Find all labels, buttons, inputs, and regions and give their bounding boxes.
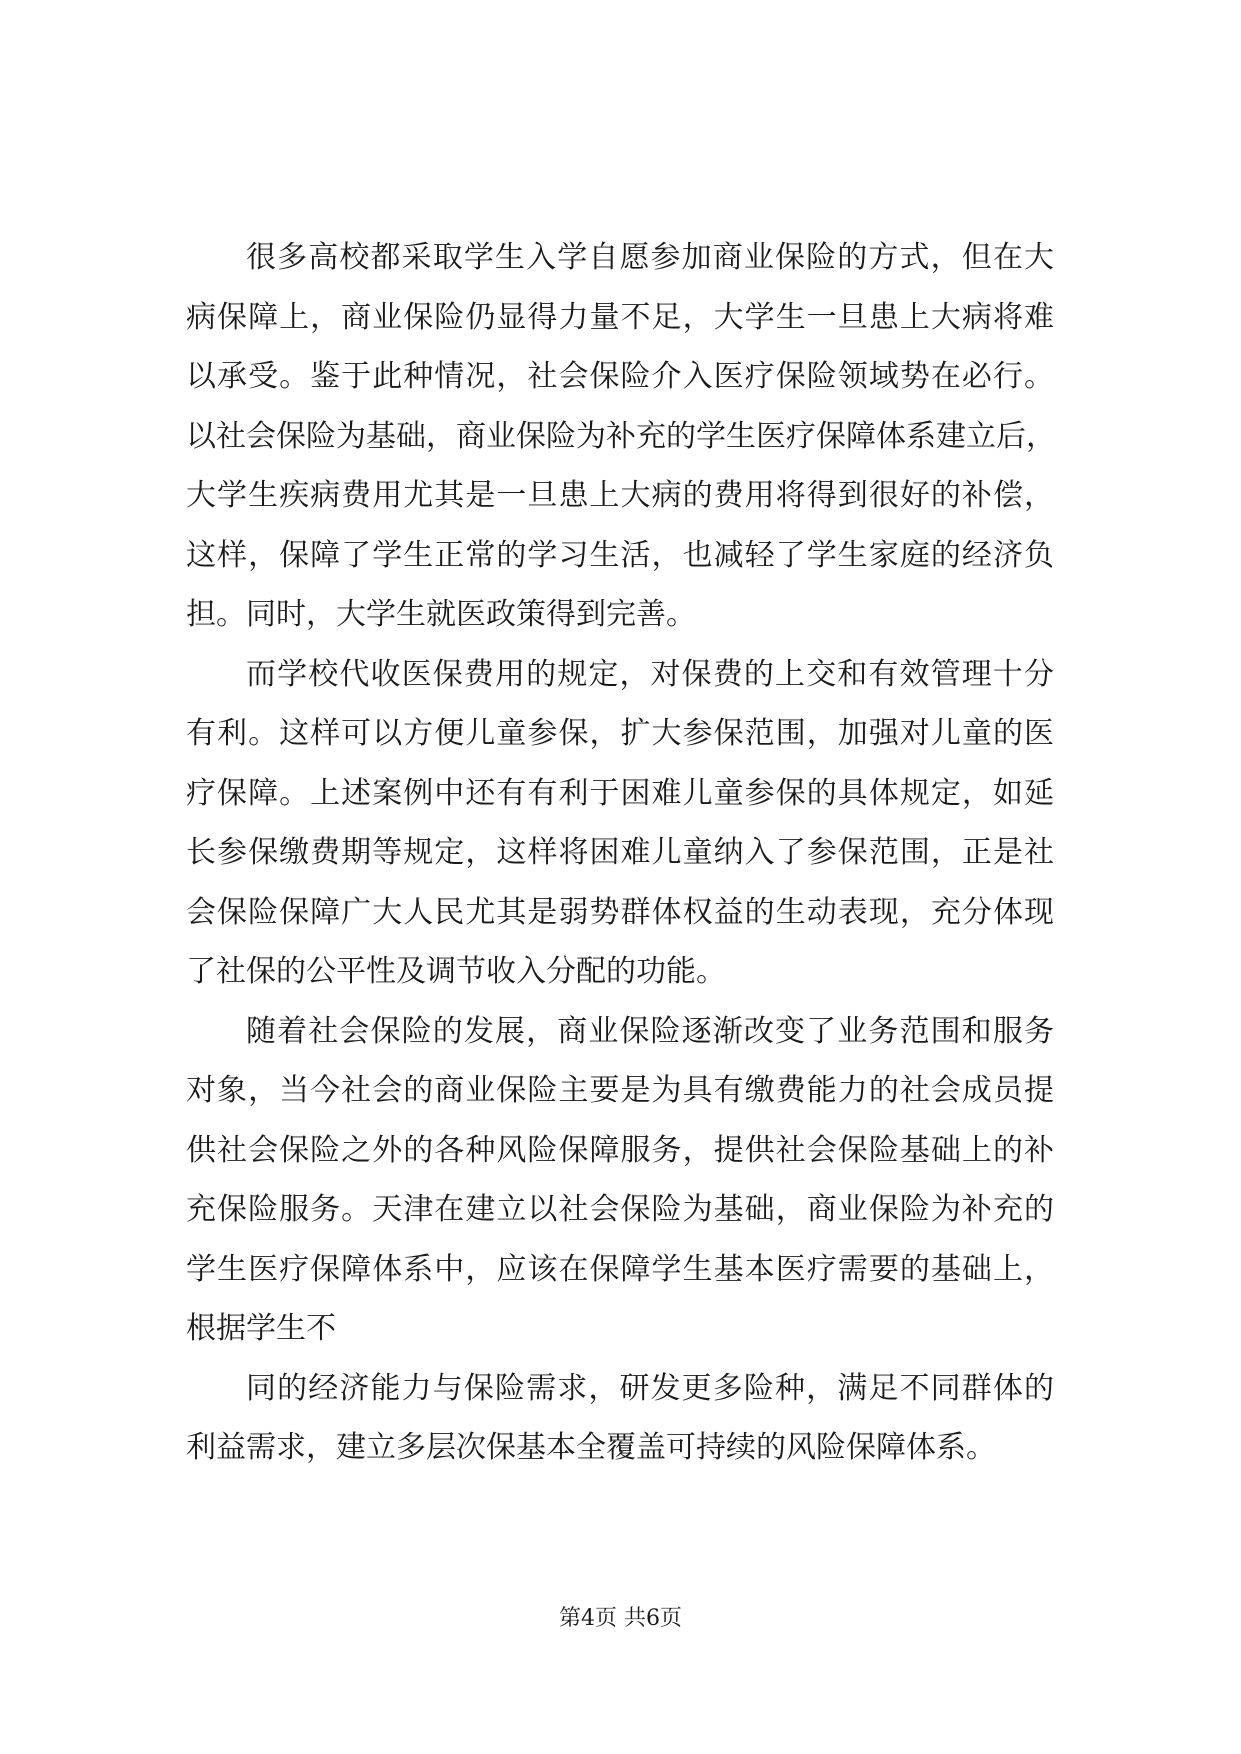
paragraph-2 bbox=[186, 645, 1054, 1002]
text-line: 随着社会保险的发展，商业保险逐渐改变了业务范围和服务 bbox=[246, 1013, 1054, 1049]
text-line: 以社会保险为基础，商业保险为补充的学生医疗保障体系建立后， bbox=[186, 418, 1056, 454]
text-line: 疗保障。上述案例中还有有利于困难儿童参保的具体规定，如延 bbox=[186, 775, 1054, 811]
text-line: 供社会保险之外的各种风险保障服务，提供社会保险基础上的补 bbox=[186, 1132, 1054, 1168]
text-line: 了社保的公平性及调节收入分配的功能。 bbox=[186, 954, 726, 989]
text-line: 根据学生不 bbox=[186, 1311, 336, 1346]
text-line: 而学校代收医保费用的规定，对保费的上交和有效管理十分 bbox=[246, 656, 1054, 692]
text-line: 利益需求，建立多层次保基本全覆盖可持续的风险保障体系。 bbox=[186, 1430, 996, 1465]
page-number-footer: 第4页 共6页 bbox=[559, 1606, 682, 1631]
text-line: 充保险服务。天津在建立以社会保险为基础，商业保险为补充的 bbox=[186, 1192, 1054, 1227]
text-line: 很多高校都采取学生入学自愿参加商业保险的方式，但在大 bbox=[246, 240, 1054, 275]
text-line: 会保险保障广大人民尤其是弱势群体权益的生动表现，充分体现 bbox=[186, 894, 1054, 930]
text-line: 担。同时，大学生就医政策得到完善。 bbox=[186, 597, 696, 632]
paragraph-3 bbox=[186, 1002, 1054, 1359]
text-line: 长参保缴费期等规定，这样将困难儿童纳入了参保范围，正是社 bbox=[186, 835, 1054, 870]
text-line: 以承受。鉴于此种情况，社会保险介入医疗保险领域势在必行。 bbox=[186, 359, 1054, 394]
text-line: 病保障上，商业保险仍显得力量不足，大学生一旦患上大病将难 bbox=[186, 299, 1054, 335]
text-line: 对象，当今社会的商业保险主要是为具有缴费能力的社会成员提 bbox=[186, 1073, 1054, 1108]
paragraph-1 bbox=[186, 228, 1054, 645]
text-line: 这样，保障了学生正常的学习生活，也减轻了学生家庭的经济负 bbox=[186, 537, 1054, 573]
text-line: 大学生疾病费用尤其是一旦患上大病的费用将得到很好的补偿， bbox=[186, 478, 1054, 513]
text-line: 学生医疗保障体系中，应该在保障学生基本医疗需要的基础上， bbox=[186, 1251, 1054, 1287]
text-line: 有利。这样可以方便儿童参保，扩大参保范围，加强对儿童的医 bbox=[186, 716, 1054, 751]
text-line: 同的经济能力与保险需求，研发更多险种，满足不同群体的 bbox=[246, 1370, 1054, 1406]
paragraph-4 bbox=[186, 1359, 1054, 1478]
body-text bbox=[186, 228, 1054, 1478]
